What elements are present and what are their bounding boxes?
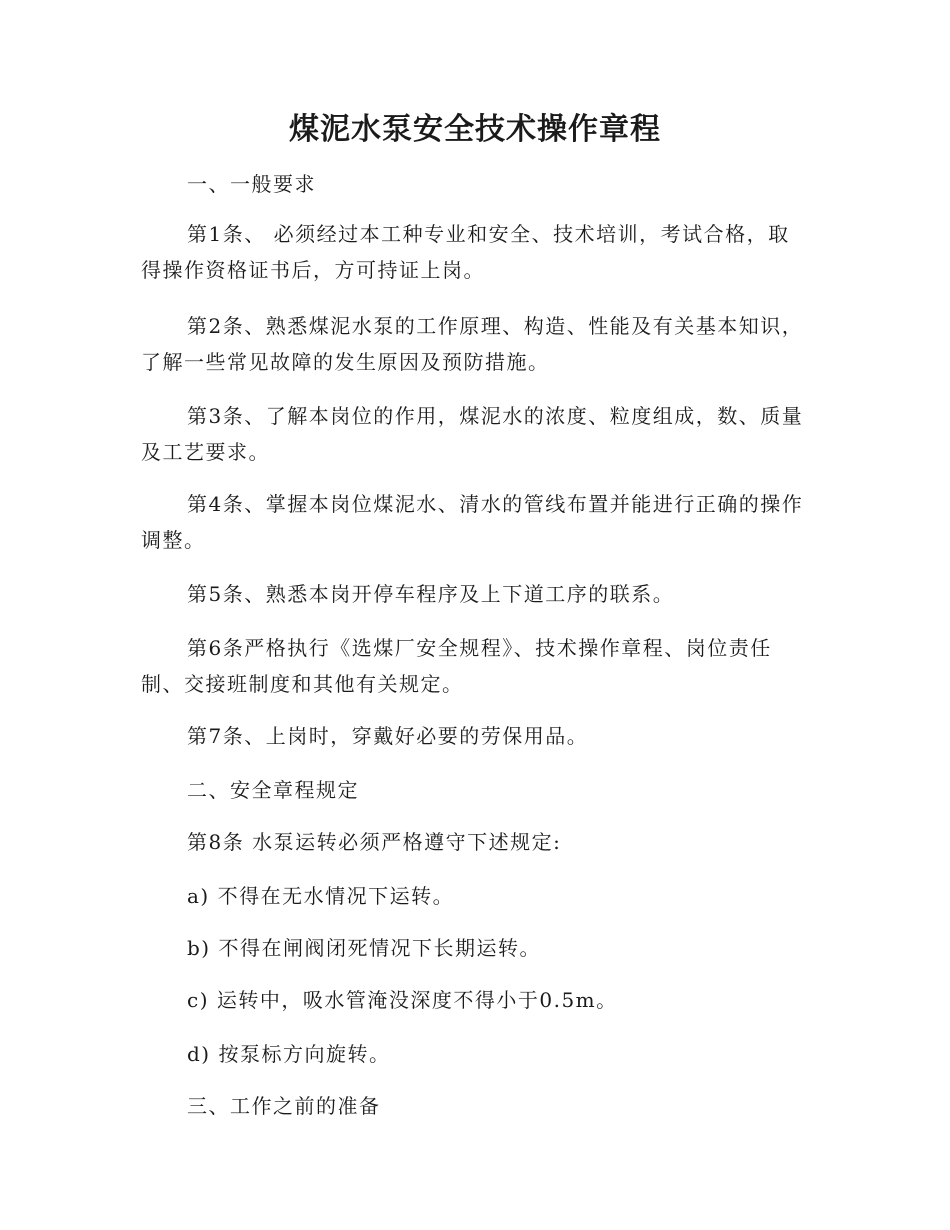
section-heading-2: 二、安全章程规定 bbox=[187, 778, 359, 802]
article-1: 第1条、 必须经过本工种专业和安全、技术培训，考试合格，取得操作资格证书后，方可持证上岗。 bbox=[141, 222, 790, 282]
article-5: 第5条、熟悉本岗开停车程序及上下道工序的联系。 bbox=[187, 582, 675, 606]
document-title: 煤泥水泵安全技术操作章程 bbox=[289, 112, 661, 147]
article-7: 第7条、上岗时，穿戴好必要的劳保用品。 bbox=[187, 724, 589, 748]
section-heading-3: 三、工作之前的准备 bbox=[187, 1094, 381, 1118]
section-heading-1: 一、一般要求 bbox=[187, 172, 316, 196]
rule-item-c: c) 运转中，吸水管淹没深度不得小于0.5m。 bbox=[187, 988, 618, 1012]
article-8: 第8条 水泵运转必须严格遵守下述规定: bbox=[187, 830, 562, 854]
article-3: 第3条、了解本岗位的作用，煤泥水的浓度、粒度组成，数、质量及工艺要求。 bbox=[141, 404, 804, 464]
rule-item-b: b) 不得在闸阀闭死情况下长期运转。 bbox=[187, 936, 541, 960]
article-4: 第4条、掌握本岗位煤泥水、清水的管线布置并能进行正确的操作调整。 bbox=[141, 492, 804, 552]
article-6: 第6条严格执行《选煤厂安全规程》、技术操作章程、岗位责任制、交接班制度和其他有关规定。 bbox=[141, 636, 772, 696]
article-2: 第2条、熟悉煤泥水泵的工作原理、构造、性能及有关基本知识，了解一些常见故障的发生原因及预防措施。 bbox=[141, 314, 804, 374]
rule-item-d: d) 按泵标方向旋转。 bbox=[187, 1042, 391, 1066]
rule-item-a: a) 不得在无水情况下运转。 bbox=[187, 884, 455, 908]
